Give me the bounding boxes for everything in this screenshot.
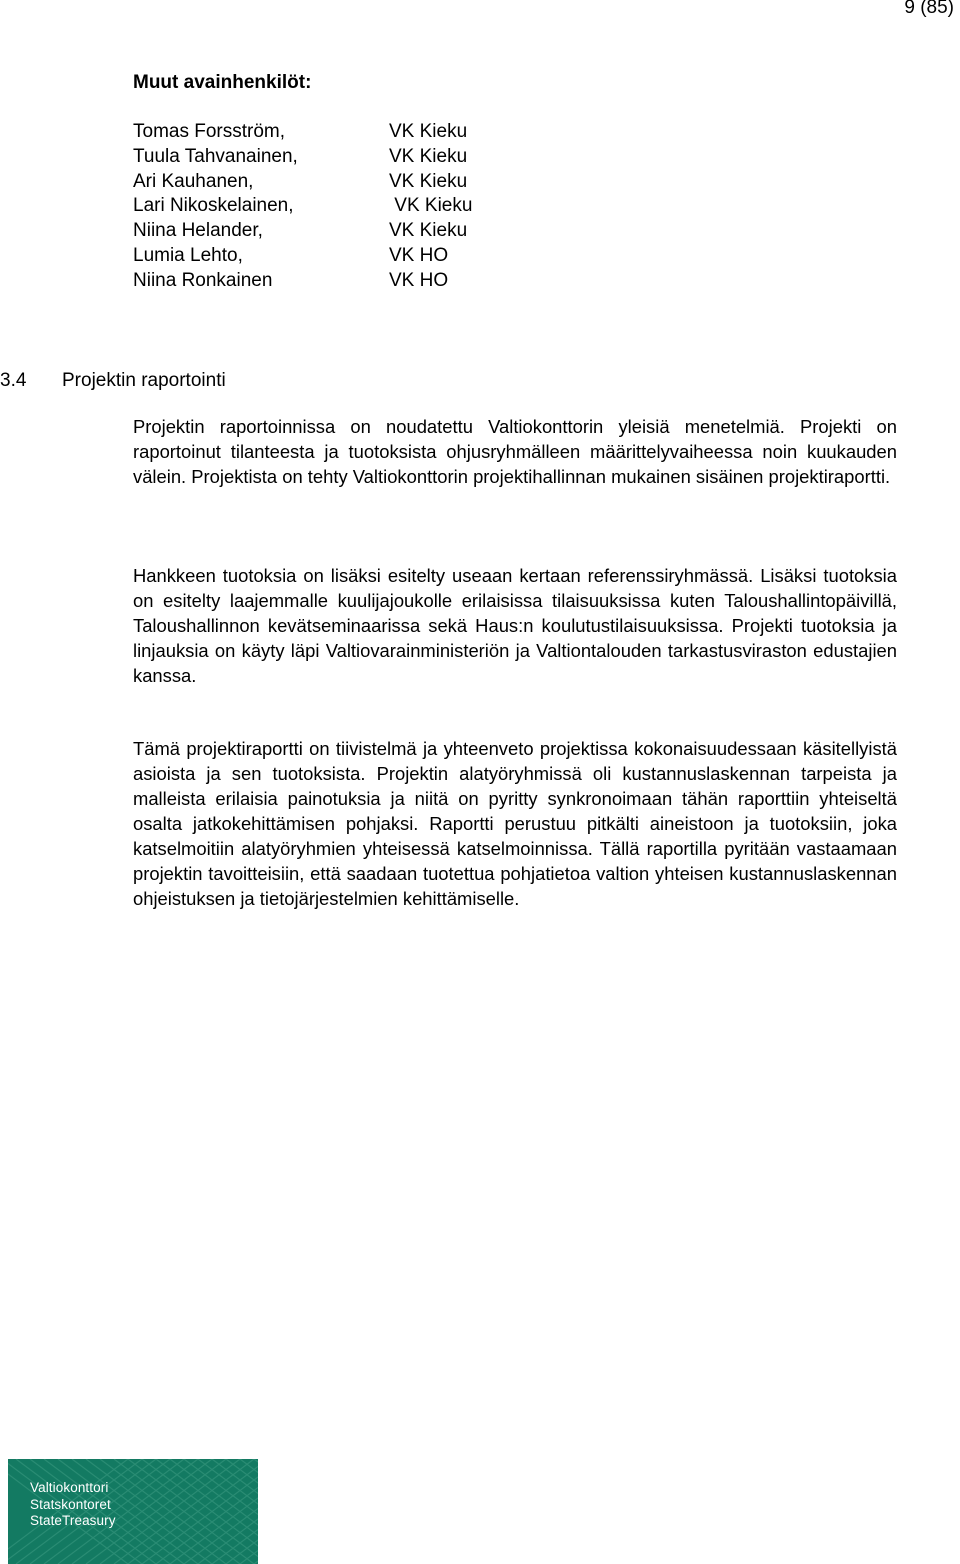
logo-line-sv: Statskontoret — [30, 1496, 111, 1512]
person-unit: VK Kieku — [389, 121, 468, 142]
list-item — [133, 244, 472, 269]
list-item — [133, 170, 472, 195]
paragraph-text: Projektin raportoinnissa on noudatettu Valtiokonttorin yleisiä menetelmiä. Projekti on raportoinut tilanteesta ja tuotoksista ohjusryhmälleen määrittelyvaiheessa noin kuukauden välein. Projektista on tehty Valtiokonttorin projektihallinnan mukainen sisäinen projektiraportti. — [133, 416, 897, 487]
person-name: Niina Ronkainen — [133, 269, 273, 291]
key-persons-list — [133, 120, 472, 294]
section-title: Projektin raportointi — [62, 370, 226, 391]
person-unit: VK HO — [389, 244, 449, 266]
paragraph-text: Hankkeen tuotoksia on lisäksi esitelty useaan kertaan referenssiryhmässä. Lisäksi tuotoksia on esitelty laajemmalle kuulijajoukolle erilaisissa tilaisuuksissa kuten Taloushallintopäivillä, Taloushallinnon kevätseminaarissa sekä Haus:n koulutustilaisuuksissa. Projekti tuotoksia ja linjauksia on käyty läpi Valtiovarainministeriön ja Valtiontalouden tarkastusviraston edustajien kanssa. — [133, 565, 897, 686]
paragraph-summary — [133, 736, 897, 911]
person-name: Lari Nikoskelainen, — [133, 195, 294, 217]
list-item — [133, 145, 472, 170]
list-item — [133, 269, 472, 294]
section-heading — [0, 368, 226, 394]
person-name: Tuula Tahvanainen, — [133, 145, 298, 167]
paragraph-presentations — [133, 563, 897, 688]
list-item — [133, 120, 472, 145]
list-item — [133, 194, 472, 219]
person-unit: VK HO — [389, 269, 449, 291]
list-item — [133, 219, 472, 244]
logo-line-fi: Valtiokonttori — [30, 1480, 109, 1495]
person-unit: VK Kieku — [389, 195, 473, 217]
page-number: 9 (85) — [904, 0, 954, 18]
logo-text — [30, 1480, 116, 1530]
valtiokonttori-logo — [8, 1459, 258, 1564]
person-name: Ari Kauhanen, — [133, 170, 254, 192]
person-name: Niina Helander, — [133, 220, 263, 242]
person-name: Tomas Forsström, — [133, 121, 286, 142]
logo-line-en: StateTreasury — [30, 1513, 116, 1528]
section-number: 3.4 — [0, 370, 27, 391]
key-persons-title: Muut avainhenkilöt: — [133, 72, 312, 93]
paragraph-text: Tämä projektiraportti on tiivistelmä ja yhteenveto projektissa kokonaisuudessaan käsitellyistä asioista ja sen tuotoksista. Projektin alatyöryhmissä oli kustannuslaskennan tarpeista ja malleista erilaisia painotuksia ja niitä on pyritty synkronoimaan tähän raporttiin yhteiseltä osalta jatkokehittämisen pohjaksi. Raportti perustuu pitkälti aineistoon ja tuotoksiin, joka katselmoitiin alatyöryhmien yhteisessä katselmoinnissa. Tällä raportilla pyritään vastaamaan projektin tavoitteisiin, että saadaan tuotettua pohjatietoa valtion yhteisen kustannuslaskennan ohjeistuksen ja tietojärjestelmien kehittämiselle. — [133, 738, 897, 909]
person-unit: VK Kieku — [389, 170, 468, 192]
person-unit: VK Kieku — [389, 145, 468, 167]
person-name: Lumia Lehto, — [133, 244, 243, 266]
person-unit: VK Kieku — [389, 220, 468, 242]
paragraph-reporting — [133, 414, 897, 489]
